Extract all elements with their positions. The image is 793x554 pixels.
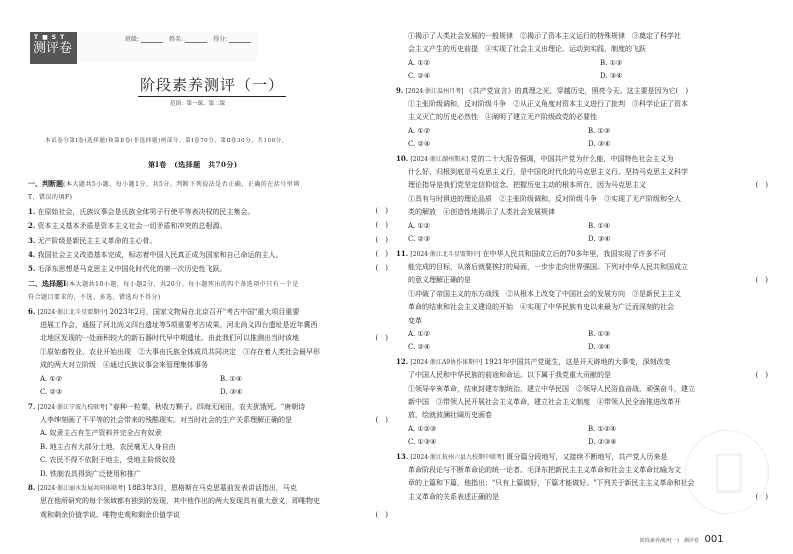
part1-heading-text: 一、判断题 <box>28 179 63 188</box>
name-blank[interactable] <box>185 36 207 43</box>
tf-item-3 <box>28 234 388 248</box>
answer-blank[interactable]: ( ) <box>375 415 388 424</box>
page-number: 001 <box>704 534 724 545</box>
question-6 <box>28 305 388 400</box>
answer-blank[interactable]: ( ) <box>755 492 768 501</box>
question-text: 革命阶段论与不断革命论的统一论者。毛泽东把新民主主义革命和社会主义革命比喻为文 <box>408 466 681 474</box>
question-text: 什么好，归根到底是马克思主义行，是中国化时代化的马克思主义行。坚持马克思主义科学 <box>408 168 688 177</box>
statement-line: ①领导辛亥革命，结束封建专制统治，建立中华民国 ②领导人民浴血奋战，顽强奋斗，建立 <box>408 384 695 393</box>
option-b[interactable]: B. ①③ <box>588 329 611 338</box>
question-10 <box>396 152 768 247</box>
statement-line: 类的解放 ④创造性地揭示了人类社会发展规律 <box>408 208 555 217</box>
question-8-continued <box>408 30 768 84</box>
question-text: 人李绅刻画了不平等的社会带来的残酷现实。对当时社会的生产关系理解正确的是 <box>40 415 292 424</box>
part2-note: (本大题共10小题，每小题2分，共20分。每小题列出的四个备选项中只有一个是 <box>66 280 299 288</box>
question-text: 主义革命的关系表述正确的是 <box>408 492 499 501</box>
question-text: 进展工作会，通报了河北尚义四台遗址等5项重要考古成果。河北尚义四台遗址是近年冀西 <box>40 321 318 330</box>
question-7 <box>28 400 388 481</box>
question-text: 《共产党宣言》的真理之光，穿越历史，照亮今天。这主要是因为它( ) <box>465 86 689 95</box>
answer-blank[interactable]: ( ) <box>375 510 388 519</box>
statement-line: 放，绘就波澜壮阔历史画卷 <box>408 411 492 420</box>
answer-blank[interactable]: ( ) <box>375 206 388 215</box>
question-source: [2024·浙江湖州期末] <box>410 155 469 163</box>
question-source: [2024·浙江杭州六县九校期中联考] <box>410 453 505 461</box>
question-text: 党的二十大报告强调，中国共产党为什么能，中国特色社会主义为 <box>470 154 674 163</box>
question-text: "春种一粒粟，秋收万颗子。四海无闲田，农夫犹饿死。"唐朝诗 <box>109 402 306 411</box>
option-a[interactable]: A. ①② <box>408 329 431 338</box>
statement-line: ①具有与时俱进的理论品质 ②主张阶级调和，反对阶级斗争 ③实现了无产阶级和全人 <box>408 194 681 203</box>
page-footer <box>640 534 724 545</box>
answer-blank[interactable]: ( ) <box>375 264 388 273</box>
statement-line: 成的两大对立阶级 ④通过氏族议事会来管理集体事务 <box>40 361 208 370</box>
badge-bottom-text: 测评卷 <box>33 41 73 56</box>
question-text: 北地区发现的一处面积较大的新石器时代早中期遗址。由此我们可以推测出当时该地 <box>40 334 299 343</box>
option-b[interactable]: B. ①③ <box>600 58 623 67</box>
scope-text: 范围：第一课、第二课 <box>170 101 226 107</box>
badge-top-text: T■ST <box>34 34 69 41</box>
question-text: 观和剩余价值学说。唯物史观和剩余价值学说 <box>40 510 180 519</box>
option-b[interactable]: B. ①②④ <box>588 424 617 433</box>
intro-text: 本试卷分第Ⅰ卷(选择题)和第Ⅱ卷(非选择题)两部分。第Ⅰ卷70分，第Ⅱ卷30分，共100分。 <box>45 138 289 144</box>
badge-underline <box>30 62 77 64</box>
answer-blank[interactable]: ( ) <box>755 181 768 190</box>
statement-line: 会主义产生的历史前提 ④实现了社会主义由理论、运动到实践、制度的飞跃 <box>408 45 646 54</box>
statement-line: ①揭示了人类社会发展的一般规律 ②揭示了资本主义运行的特殊规律 ③奠定了科学社 <box>408 32 681 40</box>
left-column <box>28 177 388 522</box>
answer-blank[interactable]: ( ) <box>755 276 768 285</box>
statement-line: ①主张阶级调和，反对阶级斗争 ②从正义角度对资本主义进行了批判 ③科学论证了资本 <box>408 100 688 109</box>
question-text: 能完成的目标，从落后就要挨打的局面，一步步走向世界强国。下列对中华人民共和国成立 <box>408 262 688 271</box>
part1-note: (本大题共5小题，每小题1分，共5分。判断下列说法是否正确，正确的在括号里填 <box>63 181 300 188</box>
option-d[interactable]: D. ③④ <box>600 72 623 81</box>
question-source: [2024·浙江A9协作体期中] <box>410 358 483 366</box>
question-source: [2024·浙江北斗星盟期中] <box>410 250 481 258</box>
option-d[interactable]: D. ③④ <box>220 388 243 397</box>
part2-heading-text: 二、选择题Ⅰ <box>28 278 67 288</box>
item-number: 3. <box>28 235 36 245</box>
score-blank[interactable] <box>229 36 251 43</box>
question-source: [2024·浙江温州月考] <box>405 87 464 95</box>
question-text: 了中国人民和中华民族的前途和命运。以下属于我党重大贡献的是 <box>408 371 611 380</box>
option-b[interactable]: B. ①④ <box>220 374 243 383</box>
statement-line: 革命的结束和社会主义建设的开始 ④实现了中华民族有史以来最为广泛而深刻的社会 <box>408 303 674 312</box>
option-a[interactable]: A. ①② <box>408 221 431 230</box>
option-c[interactable]: C. ①③④ <box>408 438 437 447</box>
option-d[interactable]: D. ③④ <box>588 140 611 149</box>
footer-label: 阶段素养测评(一) 测评卷 <box>640 538 699 544</box>
question-text: 章的上篇和下篇，他指出："只有上篇做好，下篇才能做好。"下列关于新民主主义革命和社会 <box>408 479 695 488</box>
option-d[interactable]: D. ③④ <box>588 343 611 352</box>
name-field[interactable] <box>169 34 207 43</box>
question-text: 思在他所研究的每个领域都有独到的发现，其中他作出的两大发现具有重大意义，即唯物史 <box>40 497 320 506</box>
item-number: 1. <box>28 206 36 216</box>
item-text: 资本主义基本矛盾是资本主义社会一切矛盾和冲突的总根源。 <box>37 222 227 231</box>
question-text: 2023年2月，国家文物局在北京召开"考古中国"重大项目重要 <box>109 307 300 316</box>
class-label: 班级: <box>125 36 140 43</box>
question-text: 的意义理解正确的是 <box>408 276 471 285</box>
option-d[interactable]: D. ②③④ <box>588 438 617 447</box>
tf-item-4 <box>28 248 388 262</box>
statement-line: ①原始畜牧业、农业开始出现 ②大事由氏族全体成员共同决定 ③存在着人类社会最早形 <box>40 347 320 356</box>
item-number: 4. <box>28 250 36 260</box>
answer-blank[interactable]: ( ) <box>375 334 388 343</box>
question-source: [2024·浙江宁波九校联考] <box>37 403 108 411</box>
answer-blank[interactable]: ( ) <box>755 371 768 380</box>
score-label: 得分: <box>213 36 228 43</box>
option-a[interactable]: A. ①② <box>408 58 431 67</box>
option-c[interactable]: C. ②④ <box>408 72 431 81</box>
question-number: 10. <box>396 153 409 163</box>
item-text: 我国社会主义改造基本完成，标志着中国人民真正成为国家和自己命运的主人。 <box>37 251 283 260</box>
question-source: [2024·浙江丽水发展共同体联考] <box>37 484 126 492</box>
test-badge <box>30 32 77 62</box>
statement-line: 主义灭亡的历史必然性 ④阐明了建立无产阶级政党的必要性 <box>408 113 597 122</box>
option-d[interactable]: D. 铁制农具得到广泛使用和推广 <box>40 469 141 478</box>
option-a[interactable]: A. 奴隶主占有生产资料并完全占有奴隶 <box>40 429 162 438</box>
option-a[interactable]: A. ①②③ <box>408 424 437 433</box>
class-field[interactable] <box>125 34 163 43</box>
option-b[interactable]: B. ①④ <box>588 221 611 230</box>
answer-blank[interactable]: ( ) <box>375 235 388 244</box>
item-text: 在原始社会，氏族议事会是氏族全体男子行使平等表决权的民主集会。 <box>37 207 255 216</box>
page-title: 阶段素养测评（一） <box>138 74 286 97</box>
option-d[interactable]: D. ③④ <box>588 235 611 244</box>
item-number: 5. <box>28 264 36 274</box>
answer-blank[interactable]: ( ) <box>375 221 388 230</box>
tf-item-5 <box>28 262 388 276</box>
option-b[interactable]: B. 地主占有大部分土地，农民毫无人身自由 <box>40 442 176 451</box>
question-number: 6. <box>28 306 36 316</box>
part1-note-2: T，错误的填F) <box>28 194 73 202</box>
score-field[interactable] <box>213 34 251 43</box>
question-8 <box>28 481 388 522</box>
question-text: 1883年3月，恩格斯在马克思墓前发表讲话指出，马克 <box>127 483 297 492</box>
question-text: 1921年中国共产党诞生，这是开天辟地的大事变，深刻改变 <box>484 357 671 366</box>
tf-item-1 <box>28 205 388 219</box>
watermark-stamp-icon <box>685 430 769 514</box>
question-number: 13. <box>396 451 409 461</box>
student-info-fields <box>125 34 251 43</box>
question-number: 8. <box>28 482 36 492</box>
name-label: 姓名: <box>169 36 184 43</box>
question-text: 理论指导是我们党坚定信仰信念、把握历史主动的根本所在，因为马克思主义 <box>408 181 646 190</box>
option-b[interactable]: B. ①③ <box>588 126 611 135</box>
question-text: 既分篇分段地写，又接续不断地写，共产党人历来是 <box>506 452 668 461</box>
item-text: 无产阶级是新民主主义革命的主心骨。 <box>37 236 157 245</box>
option-c[interactable]: C. ②③ <box>408 235 431 244</box>
statement-line: 变革 <box>408 316 422 325</box>
question-number: 11. <box>396 248 409 258</box>
option-a[interactable]: A. ①② <box>40 374 63 383</box>
answer-blank[interactable]: ( ) <box>375 250 388 259</box>
question-number: 7. <box>28 401 36 411</box>
option-c[interactable]: C. ②④ <box>408 140 431 149</box>
section-title: 第Ⅰ卷 (选择题 共70分) <box>148 160 238 169</box>
option-c[interactable]: C. ②③ <box>40 388 63 397</box>
option-c[interactable]: C. 农民不得不依附于地主，受地主阶级奴役 <box>40 456 176 465</box>
question-11 <box>396 247 768 355</box>
option-a[interactable]: A. ①② <box>408 126 431 135</box>
question-source: [2024·浙江北斗星盟期中] <box>37 308 108 316</box>
part2-note-2: 符合题目要求的，不选、多选、错选均不得分) <box>28 294 161 302</box>
class-blank[interactable] <box>141 36 163 43</box>
part1-heading <box>28 177 388 191</box>
question-number: 12. <box>396 356 409 366</box>
statement-line: ①冲破了帝国主义的东方战线 ②从根本上改变了中国社会的发展方向 ③是新民主主义 <box>408 289 681 298</box>
item-text: 毛泽东思想是马克思主义中国化时代化的第一次历史性飞跃。 <box>37 265 227 274</box>
question-number: 9. <box>396 85 404 95</box>
part2-heading <box>28 277 388 291</box>
question-text: 在中华人民共和国成立后的70多年里，我国实现了许多不可 <box>482 249 667 258</box>
tf-item-2 <box>28 219 388 233</box>
statement-line: 新中国 ③带领人民开展社会主义革命，建立社会主义制度 ④带领人民全面推进改革开 <box>408 397 681 406</box>
item-number: 2. <box>28 221 36 231</box>
question-9 <box>396 84 768 152</box>
option-c[interactable]: C. ②④ <box>408 343 431 352</box>
